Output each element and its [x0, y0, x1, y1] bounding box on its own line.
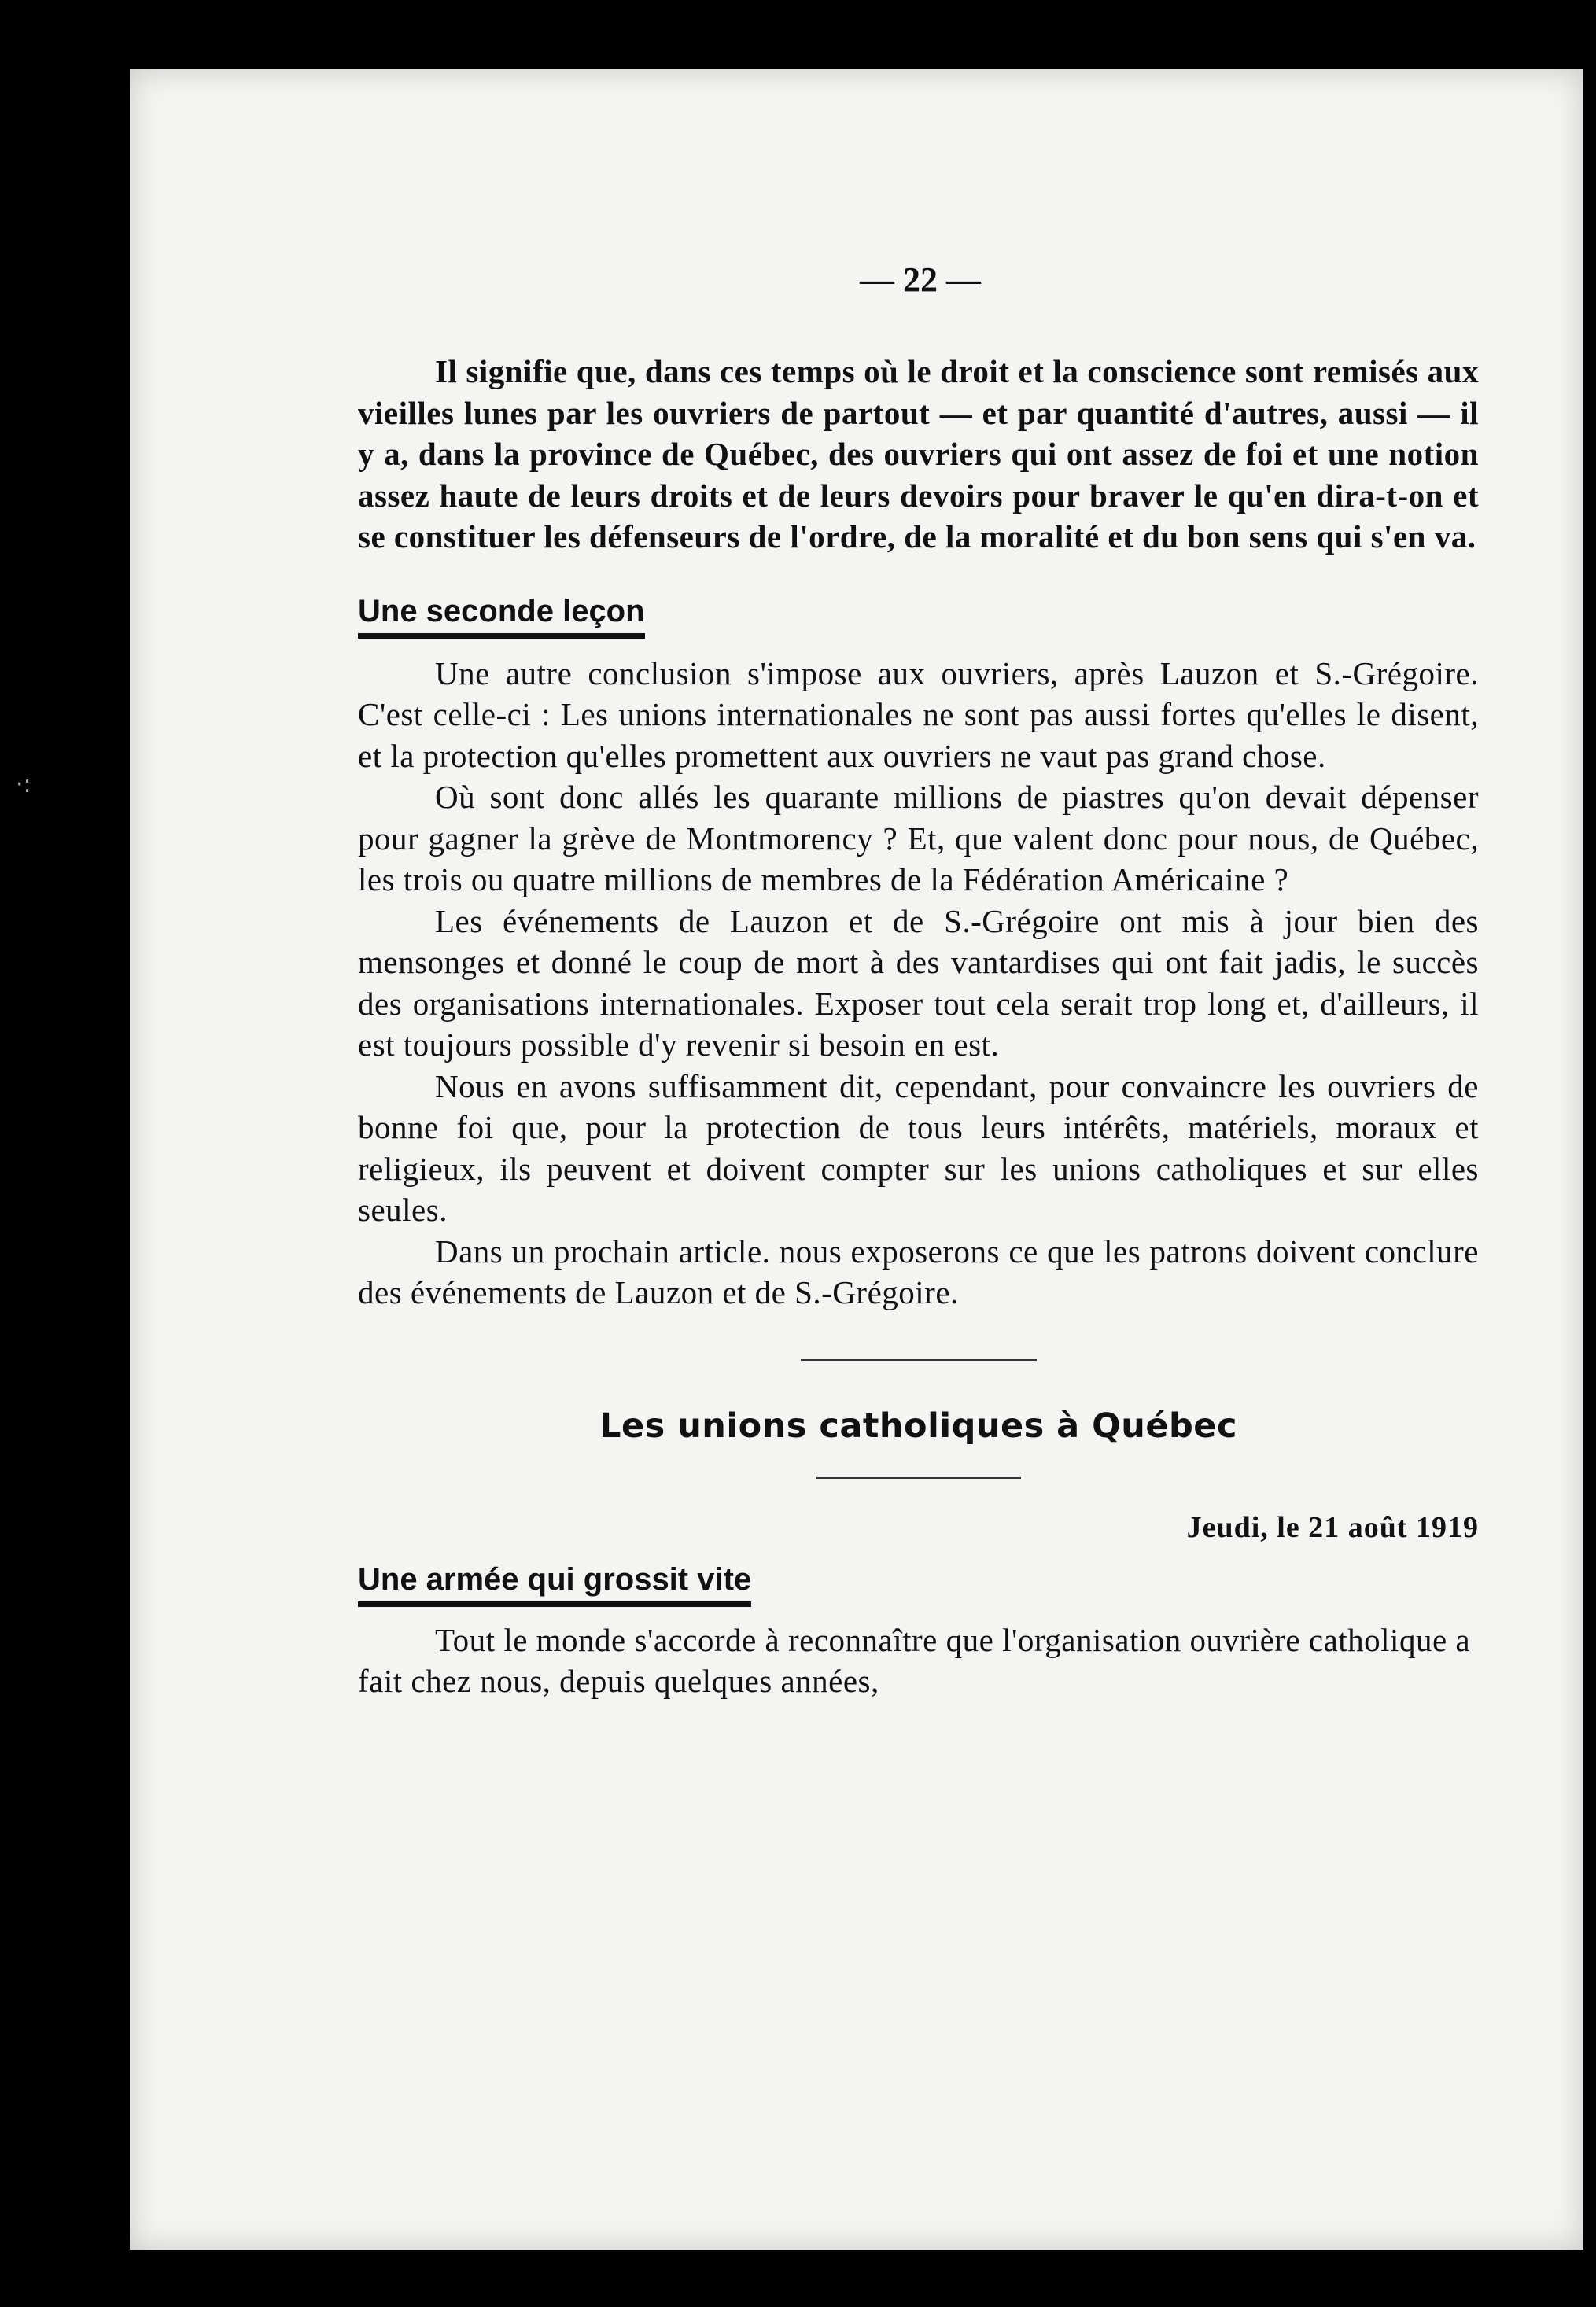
paragraph: Les événements de Lauzon et de S.-Grégoire ont mis à jour bien des mensonges et donné le coup de mort à des vantardises qui ont fait jadis, le succès des organisations internationales. Exposer tout cela serait trop long et, d'ailleurs, il est toujours possible d'y revenir si besoin en est. [358, 902, 1479, 1063]
section-heading: Une armée qui grossit vite [358, 1561, 751, 1607]
paragraph: Tout le monde s'accorde à reconnaître que l'organisation ouvrière catholique a fait chez nous, depuis quelques années, [358, 1621, 1471, 1699]
paragraph: Dans un prochain article. nous exposerons ce que les patrons doivent conclure des événements de Lauzon et de S.-Grégoire. [358, 1233, 1479, 1310]
opening-paragraph: Il signifie que, dans ces temps où le droit et la conscience sont remisés aux vieilles lunes par les ouvriers de partout — et par quantité d'autres, aussi — il y a, dans la province de Québec, des ouvriers qui ont assez de foi et une notion assez haute de leurs droits et de leurs devoirs pour braver le qu'en dira-t-on et se constituer les défenseurs de l'ordre, de la moralité et du bon sens qui s'en va. [358, 353, 1479, 555]
article-title: Les unions catholiques à Québec [599, 1406, 1237, 1446]
document-body [358, 260, 1479, 1702]
paragraph: Où sont donc allés les quarante millions de piastres qu'on devait dépenser pour gagner la grève de Montmorency ? Et, que valent donc pour nous, de Québec, les trois ou quatre millions de membres de la Fédération Américaine ? [358, 779, 1479, 897]
paragraph: Une autre conclusion s'impose aux ouvriers, après Lauzon et S.-Grégoire. C'est celle-ci : Les unions internationales ne sont pas aussi fortes qu'elles le disent, et la protection qu'elles promettent aux ouvriers ne vaut pas grand chose. [358, 654, 1479, 774]
article-date: Jeudi, le 21 août 1919 [1186, 1510, 1479, 1544]
page-number: — 22 — [860, 260, 981, 299]
section-heading: Une seconde leçon [358, 592, 645, 639]
paragraph: Nous en avons suffisamment dit, cependant, pour convaincre les ouvriers de bonne foi que, pour la protection de tous leurs intérêts, matériels, moraux et religieux, ils peuvent et doivent compter sur les unions catholiques et sur elles seules. [358, 1067, 1479, 1228]
scan-artifact: ·: [16, 771, 31, 798]
